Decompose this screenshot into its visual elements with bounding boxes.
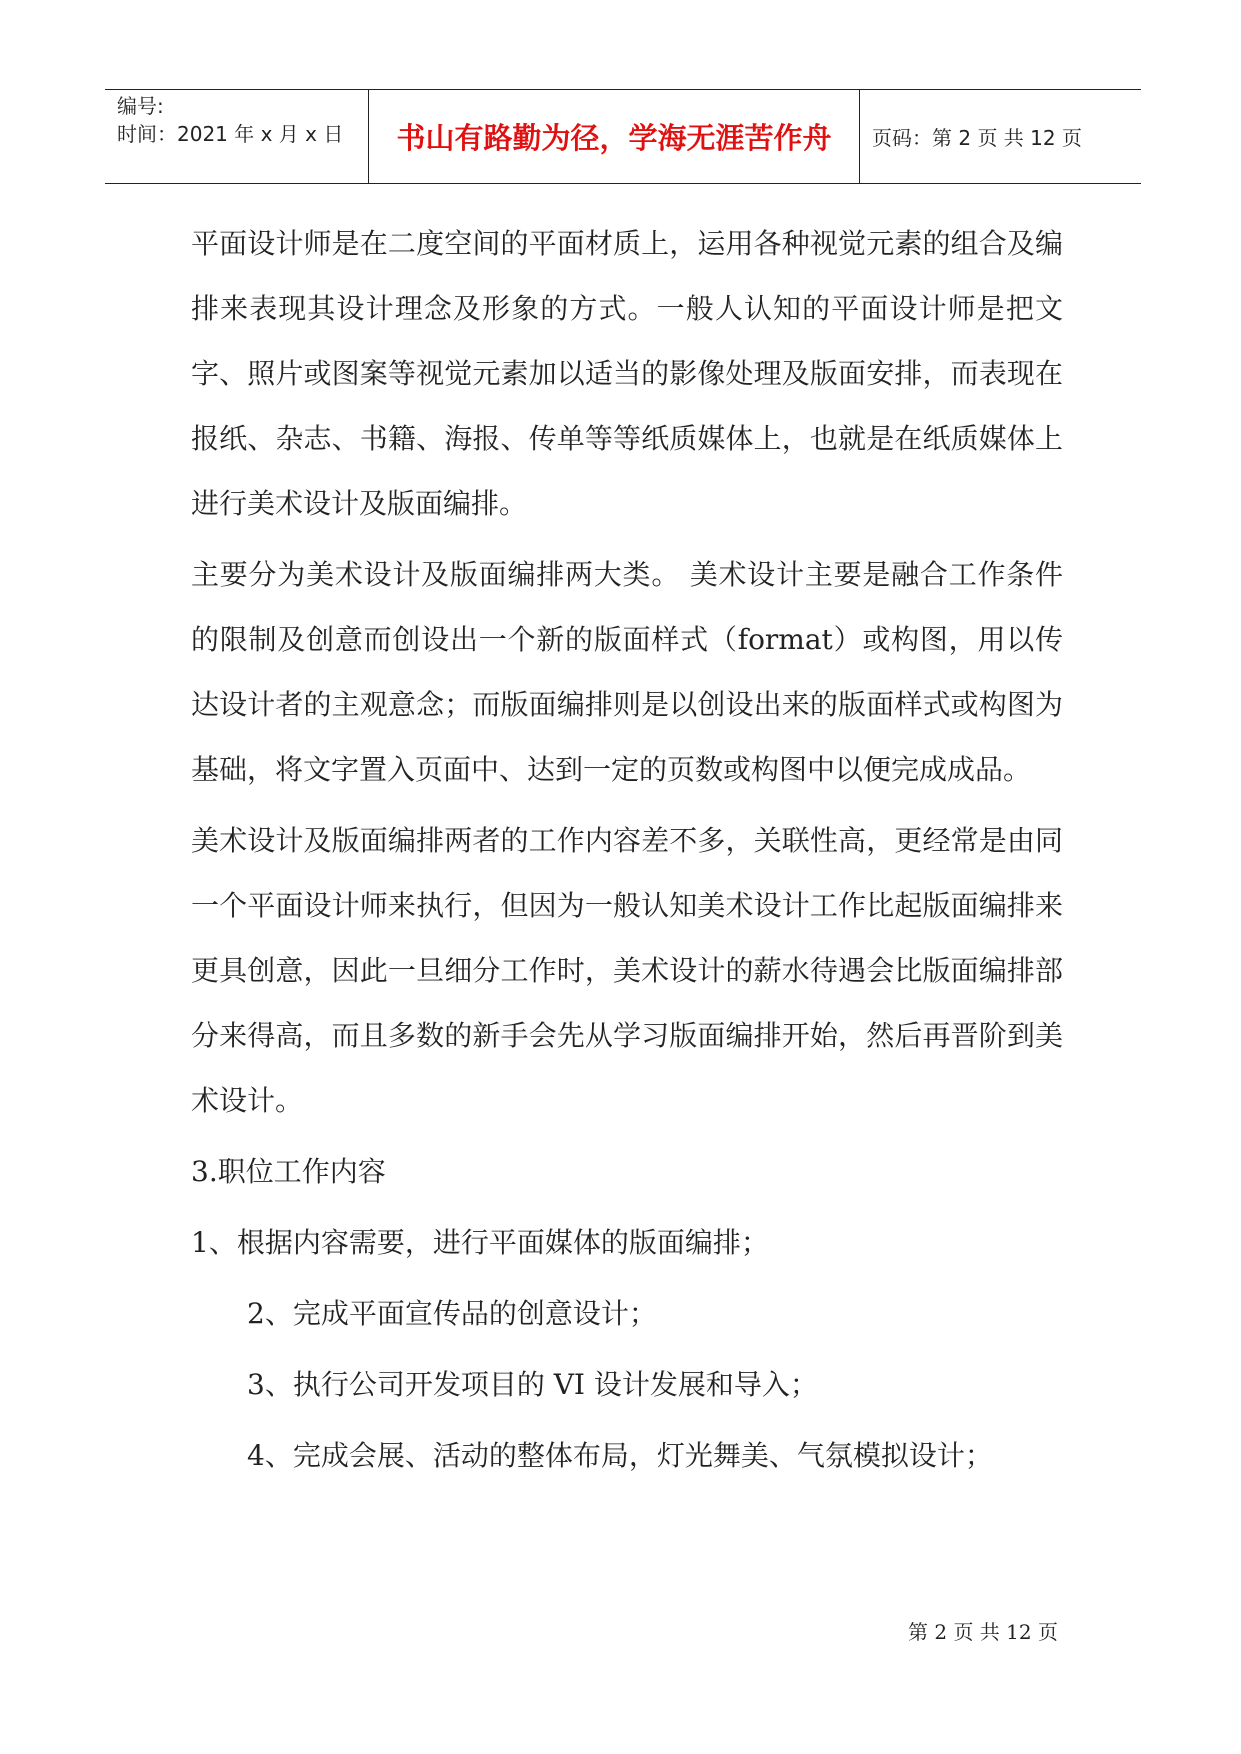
page-footer-number: 第 2 页 共 12 页: [908, 1620, 1058, 1644]
list-item: 2、完成平面宣传品的创意设计；: [247, 1297, 657, 1330]
header-page-number: 页码：第 2 页 共 12 页: [872, 126, 1082, 150]
body-paragraph: 平面设计师是在二度空间的平面材质上，运用各种视觉元素的组合及编排来表现其设计理念及形象的方式。一般人认知的平面设计师是把文字、照片或图案等视觉元素加以适当的影像处理及版面安排，而表现在报纸、杂志、书籍、海报、传单等等纸质媒体上，也就是在纸质媒体上进行美术设计及版面编排。: [191, 227, 1063, 520]
document-code-label: 编号:: [117, 94, 164, 118]
header-page-cell: [860, 90, 1141, 183]
body-paragraph: 美术设计及版面编排两者的工作内容差不多，关联性高，更经常是由同一个平面设计师来执行，但因为一般认知美术设计工作比起版面编排来更具创意，因此一旦细分工作时，美术设计的薪水待遇会比版面编排部分来得高，而且多数的新手会先从学习版面编排开始，然后再晋阶到美术设计。: [191, 824, 1063, 1117]
document-body: [191, 211, 1063, 1488]
list-item: 4、完成会展、活动的整体布局，灯光舞美、气氛模拟设计；: [247, 1439, 993, 1472]
header-motto-cell: [368, 90, 860, 183]
page-header: [105, 89, 1141, 184]
section-heading: 3.职位工作内容: [191, 1155, 386, 1188]
list-item: 1、根据内容需要，进行平面媒体的版面编排；: [191, 1226, 769, 1259]
document-time-label: 时间：2021 年 x 月 x 日: [117, 122, 344, 146]
header-motto: 书山有路勤为径，学海无涯苦作舟: [396, 121, 832, 155]
body-paragraph: 主要分为美术设计及版面编排两大类。 美术设计主要是融合工作条件的限制及创意而创设出一个新的版面样式（format）或构图，用以传达设计者的主观意念；而版面编排则是以创设出来的版面样式或构图为基础，将文字置入页面中、达到一定的页数或构图中以便完成成品。: [191, 558, 1063, 786]
list-item: 3、执行公司开发项目的 VI 设计发展和导入；: [247, 1368, 818, 1401]
header-info-cell: [105, 90, 368, 183]
